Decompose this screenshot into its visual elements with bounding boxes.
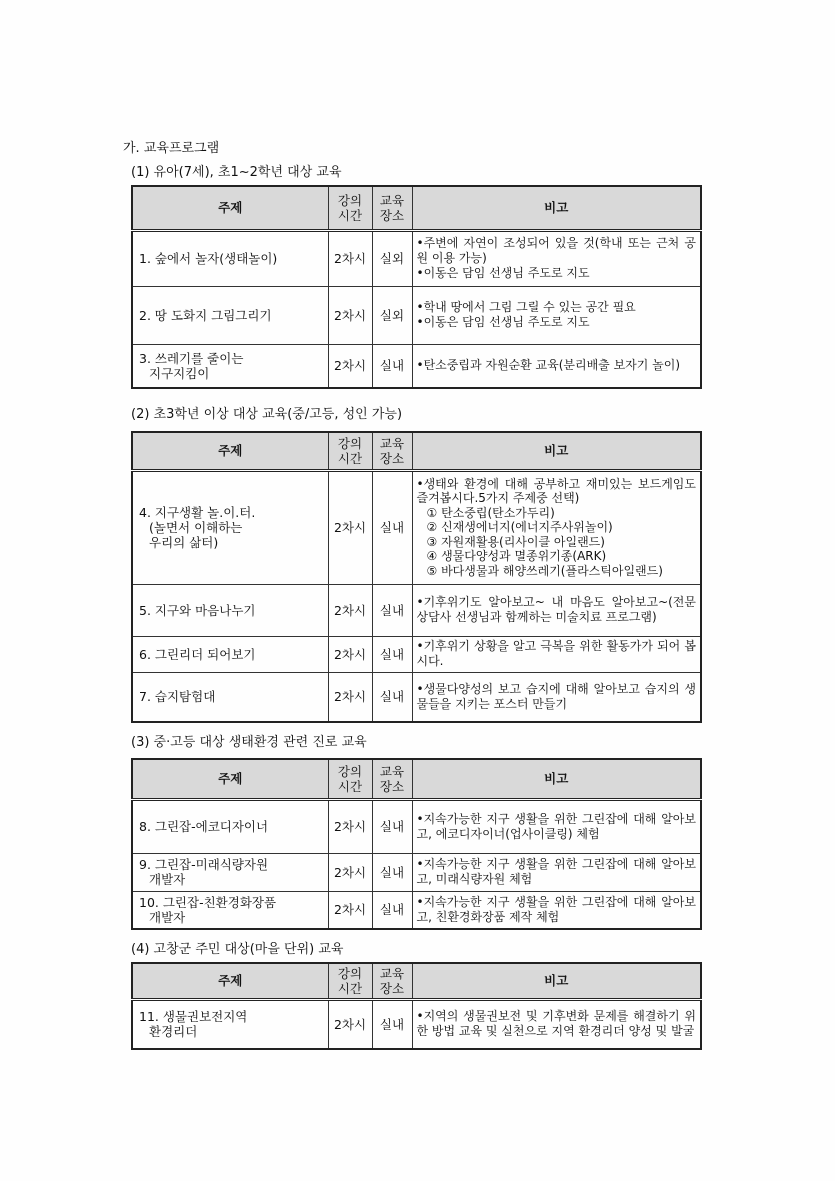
table-row (132, 584, 701, 636)
program-table-2 (131, 431, 702, 723)
row-note: •지속가능한 지구 생활을 위한 그린잡에 대해 알아보고, 에코디자이너(업사이클링) 체험 (412, 799, 701, 853)
header-topic: 주제 (132, 759, 328, 799)
row-topic: 8. 그린잡-에코디자이너 (132, 799, 328, 853)
program-table-3 (131, 758, 702, 930)
table-row (132, 470, 701, 584)
header-place: 교육 장소 (372, 432, 412, 470)
row-place: 실외 (372, 286, 412, 344)
row-place: 실내 (372, 636, 412, 672)
row-place: 실내 (372, 470, 412, 584)
row-hours: 2차시 (328, 672, 372, 722)
row-topic: 4. 지구생활 놀.이.터. (놀면서 이해하는 우리의 삶터) (132, 470, 328, 584)
header-topic: 주제 (132, 963, 328, 999)
table-row (132, 672, 701, 722)
section-3-title: (3) 중·고등 대상 생태환경 관련 진로 교육 (131, 735, 367, 750)
row-topic: 3. 쓰레기를 줄이는 지구지킴이 (132, 344, 328, 388)
table-row (132, 344, 701, 388)
section-2-title: (2) 초3학년 이상 대상 교육(중/고등, 성인 가능) (131, 407, 403, 422)
row-hours: 2차시 (328, 999, 372, 1049)
table-row (132, 891, 701, 929)
row-hours: 2차시 (328, 470, 372, 584)
row-topic: 5. 지구와 마음나누기 (132, 584, 328, 636)
row-hours: 2차시 (328, 230, 372, 286)
row-note: •지속가능한 지구 생활을 위한 그린잡에 대해 알아보고, 미래식량자원 체험 (412, 853, 701, 891)
row-topic: 6. 그린리더 되어보기 (132, 636, 328, 672)
row-hours: 2차시 (328, 636, 372, 672)
program-table-4 (131, 962, 702, 1050)
row-topic: 11. 생물권보전지역 환경리더 (132, 999, 328, 1049)
table-header-row (132, 432, 701, 470)
row-note: •기후위기 상황을 알고 극복을 위한 활동가가 되어 봅시다. (412, 636, 701, 672)
row-place: 실내 (372, 999, 412, 1049)
header-note: 비고 (412, 963, 701, 999)
row-hours: 2차시 (328, 799, 372, 853)
row-place: 실내 (372, 584, 412, 636)
header-hours: 강의 시간 (328, 432, 372, 470)
row-note: •지역의 생물권보전 및 기후변화 문제를 해결하기 위한 방법 교육 및 실천으로 지역 환경리더 양성 및 발굴 (412, 999, 701, 1049)
row-place: 실외 (372, 230, 412, 286)
row-note: •학내 땅에서 그림 그릴 수 있는 공간 필요 •이동은 담임 선생님 주도로 지도 (412, 286, 701, 344)
section-4-title: (4) 고창군 주민 대상(마을 단위) 교육 (131, 942, 344, 957)
row-note: •지속가능한 지구 생활을 위한 그린잡에 대해 알아보고, 친환경화장품 제작 체험 (412, 891, 701, 929)
row-topic: 2. 땅 도화지 그림그리기 (132, 286, 328, 344)
row-note: •생태와 환경에 대해 공부하고 재미있는 보드게임도 즐겨봅시다.5가지 주제중 선택) ① 탄소중립(탄소가두리) ② 신재생에너지(에너지주사위놀이) ③ 자원재활용(리사이클 아일랜드) ④ 생물다양성과 멸종위기종(ARK) ⑤ 바다생물과 해양쓰레기(플라스틱아일랜드) (412, 470, 701, 584)
row-hours: 2차시 (328, 853, 372, 891)
row-place: 실내 (372, 672, 412, 722)
header-note: 비고 (412, 186, 701, 230)
table-row (132, 286, 701, 344)
header-hours: 강의 시간 (328, 759, 372, 799)
row-hours: 2차시 (328, 344, 372, 388)
row-place: 실내 (372, 853, 412, 891)
header-note: 비고 (412, 759, 701, 799)
header-place: 교육 장소 (372, 963, 412, 999)
table-row (132, 636, 701, 672)
row-place: 실내 (372, 799, 412, 853)
section-1-title: (1) 유아(7세), 초1~2학년 대상 교육 (131, 165, 342, 180)
row-hours: 2차시 (328, 891, 372, 929)
row-topic: 1. 숲에서 놀자(생태놀이) (132, 230, 328, 286)
header-place: 교육 장소 (372, 186, 412, 230)
row-topic: 10. 그린잡-친환경화장품 개발자 (132, 891, 328, 929)
row-place: 실내 (372, 891, 412, 929)
row-hours: 2차시 (328, 584, 372, 636)
header-place: 교육 장소 (372, 759, 412, 799)
header-hours: 강의 시간 (328, 963, 372, 999)
table-row (132, 230, 701, 286)
section-heading: 가. 교육프로그램 (123, 141, 220, 156)
table-row (132, 853, 701, 891)
header-topic: 주제 (132, 432, 328, 470)
program-table-1 (131, 185, 702, 389)
row-note: •기후위기도 알아보고~ 내 마음도 알아보고~(전문 상담사 선생님과 함께하는 미술치료 프로그램) (412, 584, 701, 636)
row-note: •생물다양성의 보고 습지에 대해 알아보고 습지의 생물들을 지키는 포스터 만들기 (412, 672, 701, 722)
header-note: 비고 (412, 432, 701, 470)
row-topic: 7. 습지탐험대 (132, 672, 328, 722)
header-topic: 주제 (132, 186, 328, 230)
row-note: •주변에 자연이 조성되어 있을 것(학내 또는 근처 공원 이용 가능) •이동은 담임 선생님 주도로 지도 (412, 230, 701, 286)
table-row (132, 799, 701, 853)
row-place: 실내 (372, 344, 412, 388)
table-row (132, 999, 701, 1049)
table-header-row (132, 186, 701, 230)
table-header-row (132, 963, 701, 999)
header-hours: 강의 시간 (328, 186, 372, 230)
row-note: •탄소중립과 자원순환 교육(분리배출 보자기 놀이) (412, 344, 701, 388)
row-hours: 2차시 (328, 286, 372, 344)
table-header-row (132, 759, 701, 799)
row-topic: 9. 그린잡-미래식량자원 개발자 (132, 853, 328, 891)
